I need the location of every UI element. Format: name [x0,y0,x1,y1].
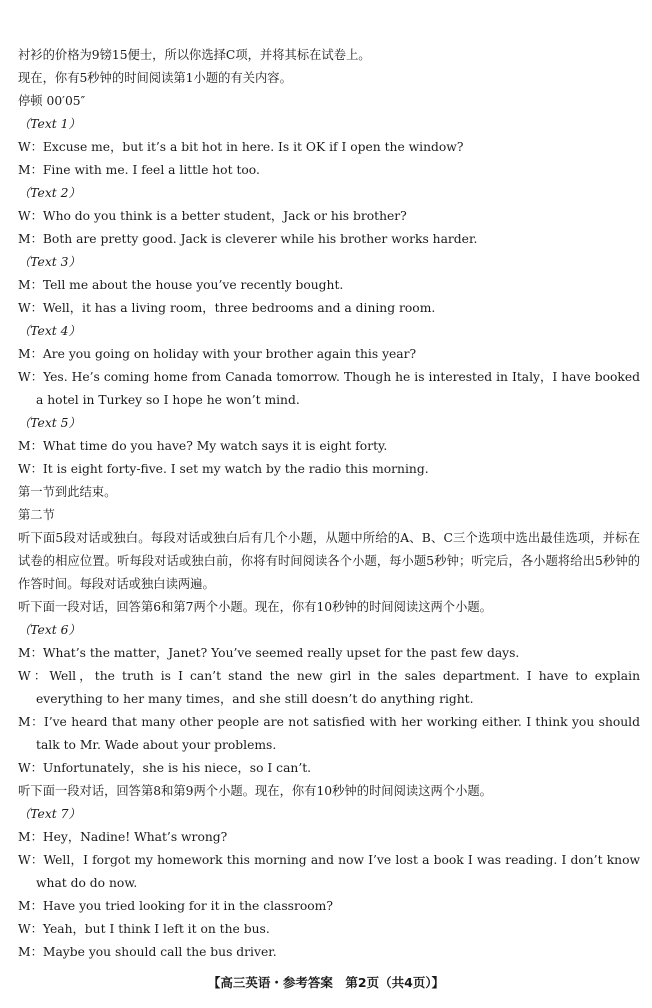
text-label: （Text 2） [18,186,81,200]
dialogue-line: M：Both are pretty good. Jack is cleverer while his brother works harder. [18,232,478,246]
dialogue-line: M：I’ve heard that many other people are not satisfied with her working either. I think you should talk to Mr. Wade about your problems. [18,715,640,752]
dialogue-line: W：Yeah，but I think I left it on the bus. [18,922,270,936]
section-heading: 第二节 [18,508,55,522]
dialogue-line: M：Tell me about the house you’ve recently bought. [18,278,344,292]
document-body [18,44,640,964]
dialogue-line: W：Unfortunately，she is his niece，so I can’t. [18,761,312,775]
dialogue-line: M：Fine with me. I feel a little hot too. [18,163,260,177]
dialogue-line: W：It is eight forty-five. I set my watch by the radio this morning. [18,462,429,476]
dialogue-line: M：Maybe you should call the bus driver. [18,945,277,959]
dialogue-line: W：Well，it has a living room，three bedrooms and a dining room. [18,301,436,315]
instruction-line: 听下面一段对话，回答第8和第9两个小题。现在，你有10秒钟的时间阅读这两个小题。 [18,784,492,798]
dialogue-line: W：Well，I forgot my homework this morning and now I’ve lost a book I was reading. I don’t know what do do now. [18,853,640,890]
dialogue-line: M：What’s the matter，Janet? You’ve seemed really upset for the past few days. [18,646,520,660]
text-label: （Text 3） [18,255,81,269]
dialogue-line: M：What time do you have? My watch says it is eight forty. [18,439,388,453]
instruction-line: 听下面一段对话，回答第6和第7两个小题。现在，你有10秒钟的时间阅读这两个小题。 [18,600,492,614]
text-line: 衬衫的价格为9镑15便士，所以你选择C项，并将其标在试卷上。 [18,48,371,62]
text-line: 现在，你有5秒钟的时间阅读第1小题的有关内容。 [18,71,292,85]
dialogue-line: M：Hey，Nadine! What’s wrong? [18,830,228,844]
text-label: （Text 1） [18,117,81,131]
dialogue-line: W：Well，the truth is I can’t stand the new girl in the sales department. I have to explain everything to her many times，and she still doesn’t do anything right. [18,669,640,706]
page-footer: 【高三英语・参考答案 第2页（共4页）】 [207,975,445,990]
dialogue-line: M：Have you tried looking for it in the classroom? [18,899,333,913]
text-label: （Text 5） [18,416,81,430]
pause-marker: 停顿 00′05″ [18,94,86,108]
text-label: （Text 6） [18,623,81,637]
dialogue-line: W：Yes. He’s coming home from Canada tomorrow. Though he is interested in Italy，I have booked a hotel in Turkey so I hope he won’t mind. [18,370,640,407]
dialogue-line: W：Excuse me，but it’s a bit hot in here. Is it OK if I open the window? [18,140,464,154]
text-label: （Text 7） [18,807,81,821]
section-end: 第一节到此结束。 [18,485,117,499]
text-label: （Text 4） [18,324,81,338]
dialogue-line: M：Are you going on holiday with your brother again this year? [18,347,417,361]
instructions-paragraph: 听下面5段对话或独白。每段对话或独白后有几个小题，从题中所给的A、B、C三个选项中选出最佳选项，并标在试卷的相应位置。听每段对话或独白前，你将有时间阅读各个小题，每小题5秒钟；听完后，各小题将给出5秒钟的作答时间。每段对话或独白读两遍。 [18,531,640,591]
dialogue-line: W：Who do you think is a better student，Jack or his brother? [18,209,407,223]
